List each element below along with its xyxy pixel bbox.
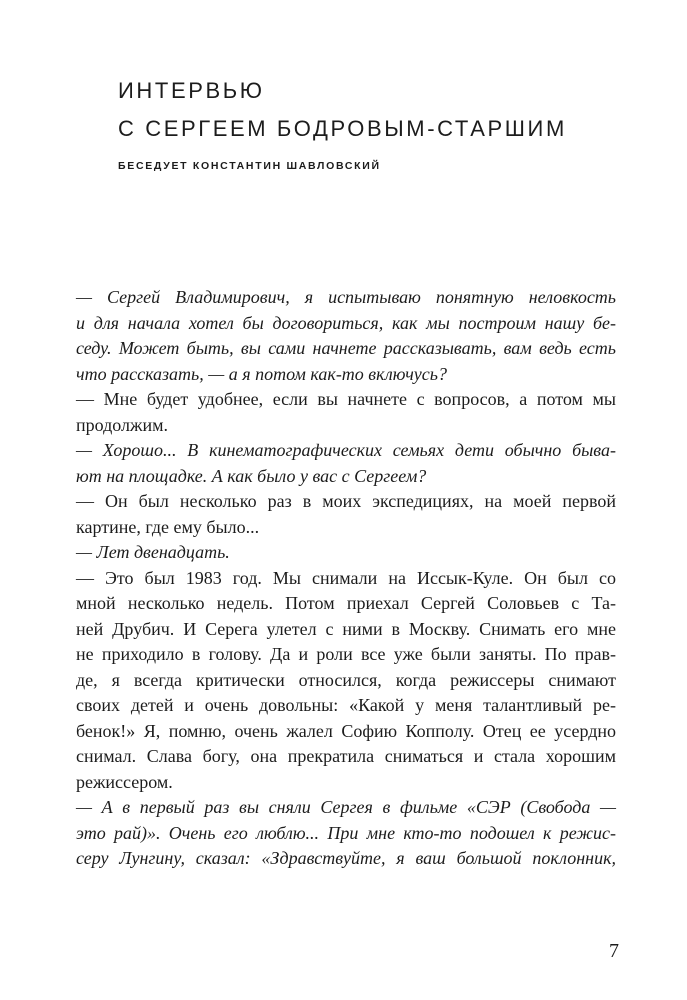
text-line: — Это был 1983 год. Мы снимали на Иссык-Куле. Он был со bbox=[76, 567, 616, 588]
text-line: бенок!» Я, помню, очень жалел Софию Копполу. Отец ее усердно bbox=[76, 720, 616, 741]
text-line: снимал. Слава богу, она прекратила сниматься и стала хорошим bbox=[76, 746, 616, 766]
title-line-1: ИНТЕРВЬЮ bbox=[118, 78, 265, 103]
text-line: продолжим. bbox=[76, 414, 168, 435]
text-line: своих детей и очень довольны: «Какой у меня талантливый ре- bbox=[76, 695, 616, 715]
text-line: седу. Может быть, вы сами начнете рассказывать, вам ведь есть bbox=[76, 338, 616, 358]
text-line: мной несколько недель. Потом приехал Сергей Соловьев с Та- bbox=[76, 593, 616, 613]
chapter-title bbox=[118, 72, 567, 148]
text-line: что рассказать, — а я потом как-то включусь? bbox=[76, 363, 447, 384]
text-line: — Хорошо... В кинематографических семьях дети обычно быва- bbox=[76, 440, 616, 460]
text-line: серу Лунгину, сказал: «Здравствуйте, я ваш большой поклонник, bbox=[76, 848, 616, 868]
text-line: картине, где ему было... bbox=[76, 516, 260, 537]
text-line: и для начала хотел бы договориться, как мы построим нашу бе- bbox=[76, 312, 616, 333]
interview-text bbox=[76, 285, 616, 872]
page-number: 7 bbox=[609, 940, 619, 962]
text-line: ют на площадке. А как было у вас с Сергеем? bbox=[76, 465, 427, 486]
text-line: — Он был несколько раз в моих экспедициях, на моей первой bbox=[76, 491, 616, 511]
text-line: де, я всегда критически относился, когда режиссеры снимают bbox=[76, 669, 616, 690]
text-line: не приходило в голову. Да и роли все уже были заняты. По прав- bbox=[76, 644, 616, 664]
text-line: — Мне будет удобнее, если вы начнете с вопросов, а потом мы bbox=[76, 389, 616, 409]
text-line: ней Друбич. И Серега улетел с ними в Москву. Снимать его мне bbox=[76, 618, 616, 639]
text-line: — А в первый раз вы сняли Сергея в фильме «СЭР (Свобода — bbox=[76, 797, 616, 817]
text-line: это рай)». Очень его люблю... При мне кто-то подошел к режис- bbox=[76, 822, 616, 843]
text-line: режиссером. bbox=[76, 771, 173, 792]
title-line-2: С СЕРГЕЕМ БОДРОВЫМ-СТАРШИМ bbox=[118, 116, 567, 141]
text-line: — Сергей Владимирович, я испытываю понятную неловкость bbox=[76, 287, 616, 307]
chapter-subtitle: БЕСЕДУЕТ КОНСТАНТИН ШАВЛОВСКИЙ bbox=[118, 160, 381, 172]
text-line: — Лет двенадцать. bbox=[76, 542, 230, 562]
